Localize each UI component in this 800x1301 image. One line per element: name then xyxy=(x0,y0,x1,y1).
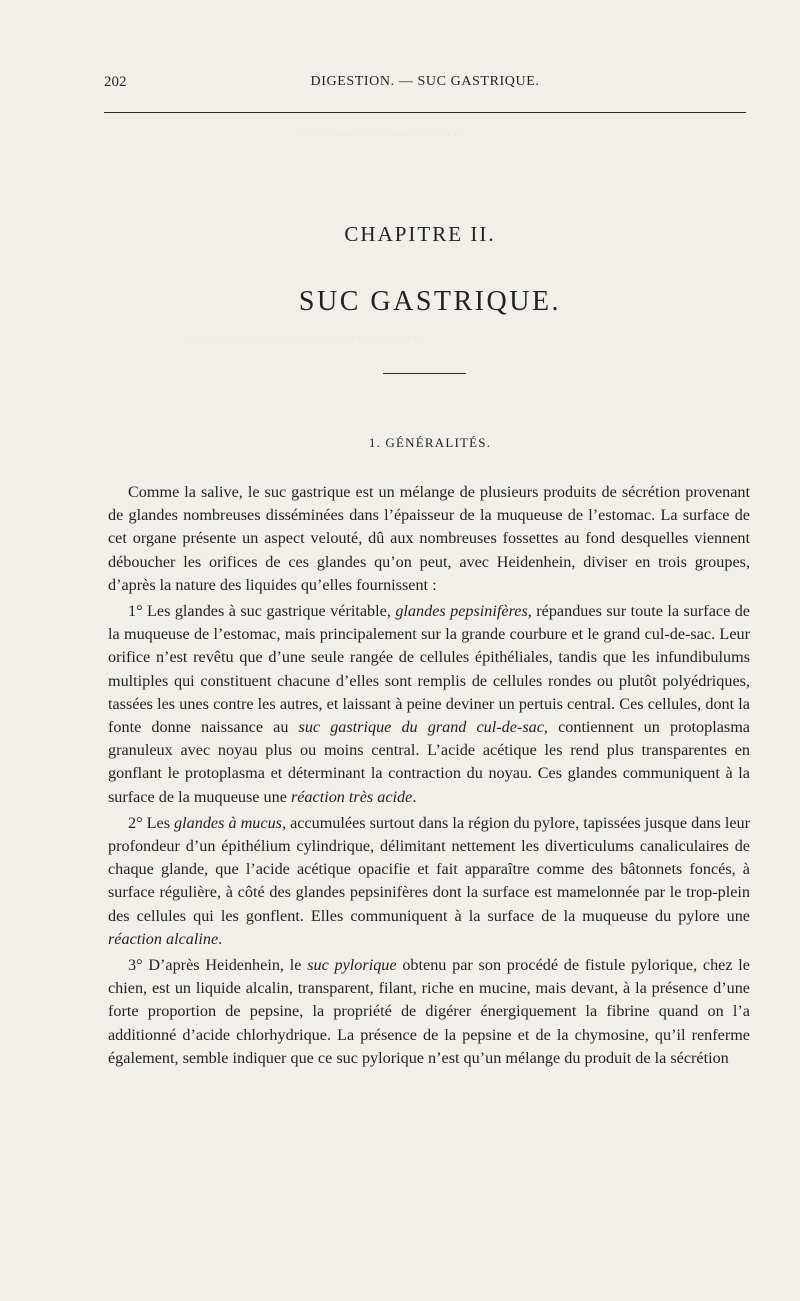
paragraph-pepsin-glands xyxy=(108,600,750,809)
chapter-label: CHAPITRE II. xyxy=(344,222,496,246)
italic-term: glandes à mucus xyxy=(174,813,282,832)
header-rule xyxy=(104,112,746,113)
text-run: , contiennent un protoplasma granuleux avec noyau plus ou moins central. L’acide acétique les rend plus transparentes en gonflant le protoplasma et déterminant la contraction du noyau. Ces glandes communiquent à la surface de la muqueuse une xyxy=(108,718,750,806)
section-heading: 1. GÉNÉRALITÉS. xyxy=(368,435,492,450)
page-number: 202 xyxy=(104,74,127,90)
text-run: . xyxy=(412,787,417,806)
paragraph-intro: Comme la salive, le suc gastrique est un mélange de plusieurs produits de sécrétion provenant de glandes nombreuses disséminées dans l’épaisseur de la muqueuse de l’estomac. La surface de cet organe présente un aspect velouté, dû aux nombreuses fossettes au fond desquelles viennent déboucher les orifices de ces glandes qu’on peut, avec Heidenhein, diviser en trois groupes, d’après la nature des liquides qu’elles fournissent : xyxy=(108,483,750,594)
italic-term: suc pylorique xyxy=(307,956,397,975)
running-head xyxy=(104,74,746,96)
italic-term: réaction très acide xyxy=(290,787,413,806)
running-head-title: DIGESTION. — SUC GASTRIQUE. xyxy=(310,74,540,89)
text-run: 2° Les xyxy=(128,813,175,832)
italic-term: réaction alcaline xyxy=(108,929,219,948)
text-run: , accumulées surtout dans la région du pylore, tapissées jusque dans leur profondeur d’un épithélium cylindrique, délimitant nettement les diverticulums canaliculaires de chaque glande, que l’acide acétique opacifie et fait apparaître comme des bâtonnets foncés, à surface régulière, à côté des glandes pepsinifères dont la surface est mamelonnée par le trop-plein des cellules qui les gonflent. Elles communiquent à la surface de la muqueuse du pylore une xyxy=(108,813,750,925)
bleed-through-text: · · · · · · · · · · · · · · · · · · · · · · · · xyxy=(300,128,465,142)
paragraph-pyloric-juice xyxy=(108,954,750,1070)
title-rule xyxy=(383,373,466,374)
text-run: 3° D’après Heidenhein, le xyxy=(128,956,308,975)
paragraph-mucus-glands xyxy=(108,812,750,951)
italic-term: suc gastrique du grand cul-de-sac xyxy=(298,718,544,737)
text-run: . xyxy=(218,929,223,948)
italic-term: glandes pepsinifères xyxy=(395,602,528,621)
text-run: , répandues sur toute la surface de la muqueuse de l’estomac, mais principalement sur la grande courbure et le grand cul-de-sac. Leur orifice n’est revêtu que d’une seule rangée de cellules épithéliales, tandis que les infundibulums multiples qui constituent chacune d’elles sont remplis de cellules rondes ou plutôt polyédriques, tassées les unes contre les autres, et laissant à peine deviner un pertuis central. Ces cellules, dont la fonte donne naissance au xyxy=(108,602,750,737)
chapter-title: SUC GASTRIQUE. xyxy=(298,286,562,317)
text-run: 1° Les glandes à suc gastrique véritable, xyxy=(128,602,396,621)
bleed-through-text: · · · · · · · · · · · · · · · · · · · · · · · · · · · · · · · · · xyxy=(190,330,418,344)
text-run: obtenu par son procédé de fistule pylorique, chez le chien, est un liquide alcalin, transparent, filant, riche en mucine, mais devant, à la présence d’une forte proportion de pepsine, la propriété de digérer énergiquement la fibrine quand on l’a additionné d’acide chlorhydrique. La présence de la pepsine et de la chymosine, qu’il renferme également, semble indiquer que ce suc pylorique n’est qu’un mélange du produit de la sécrétion xyxy=(108,956,750,1067)
body-text xyxy=(108,481,750,1070)
